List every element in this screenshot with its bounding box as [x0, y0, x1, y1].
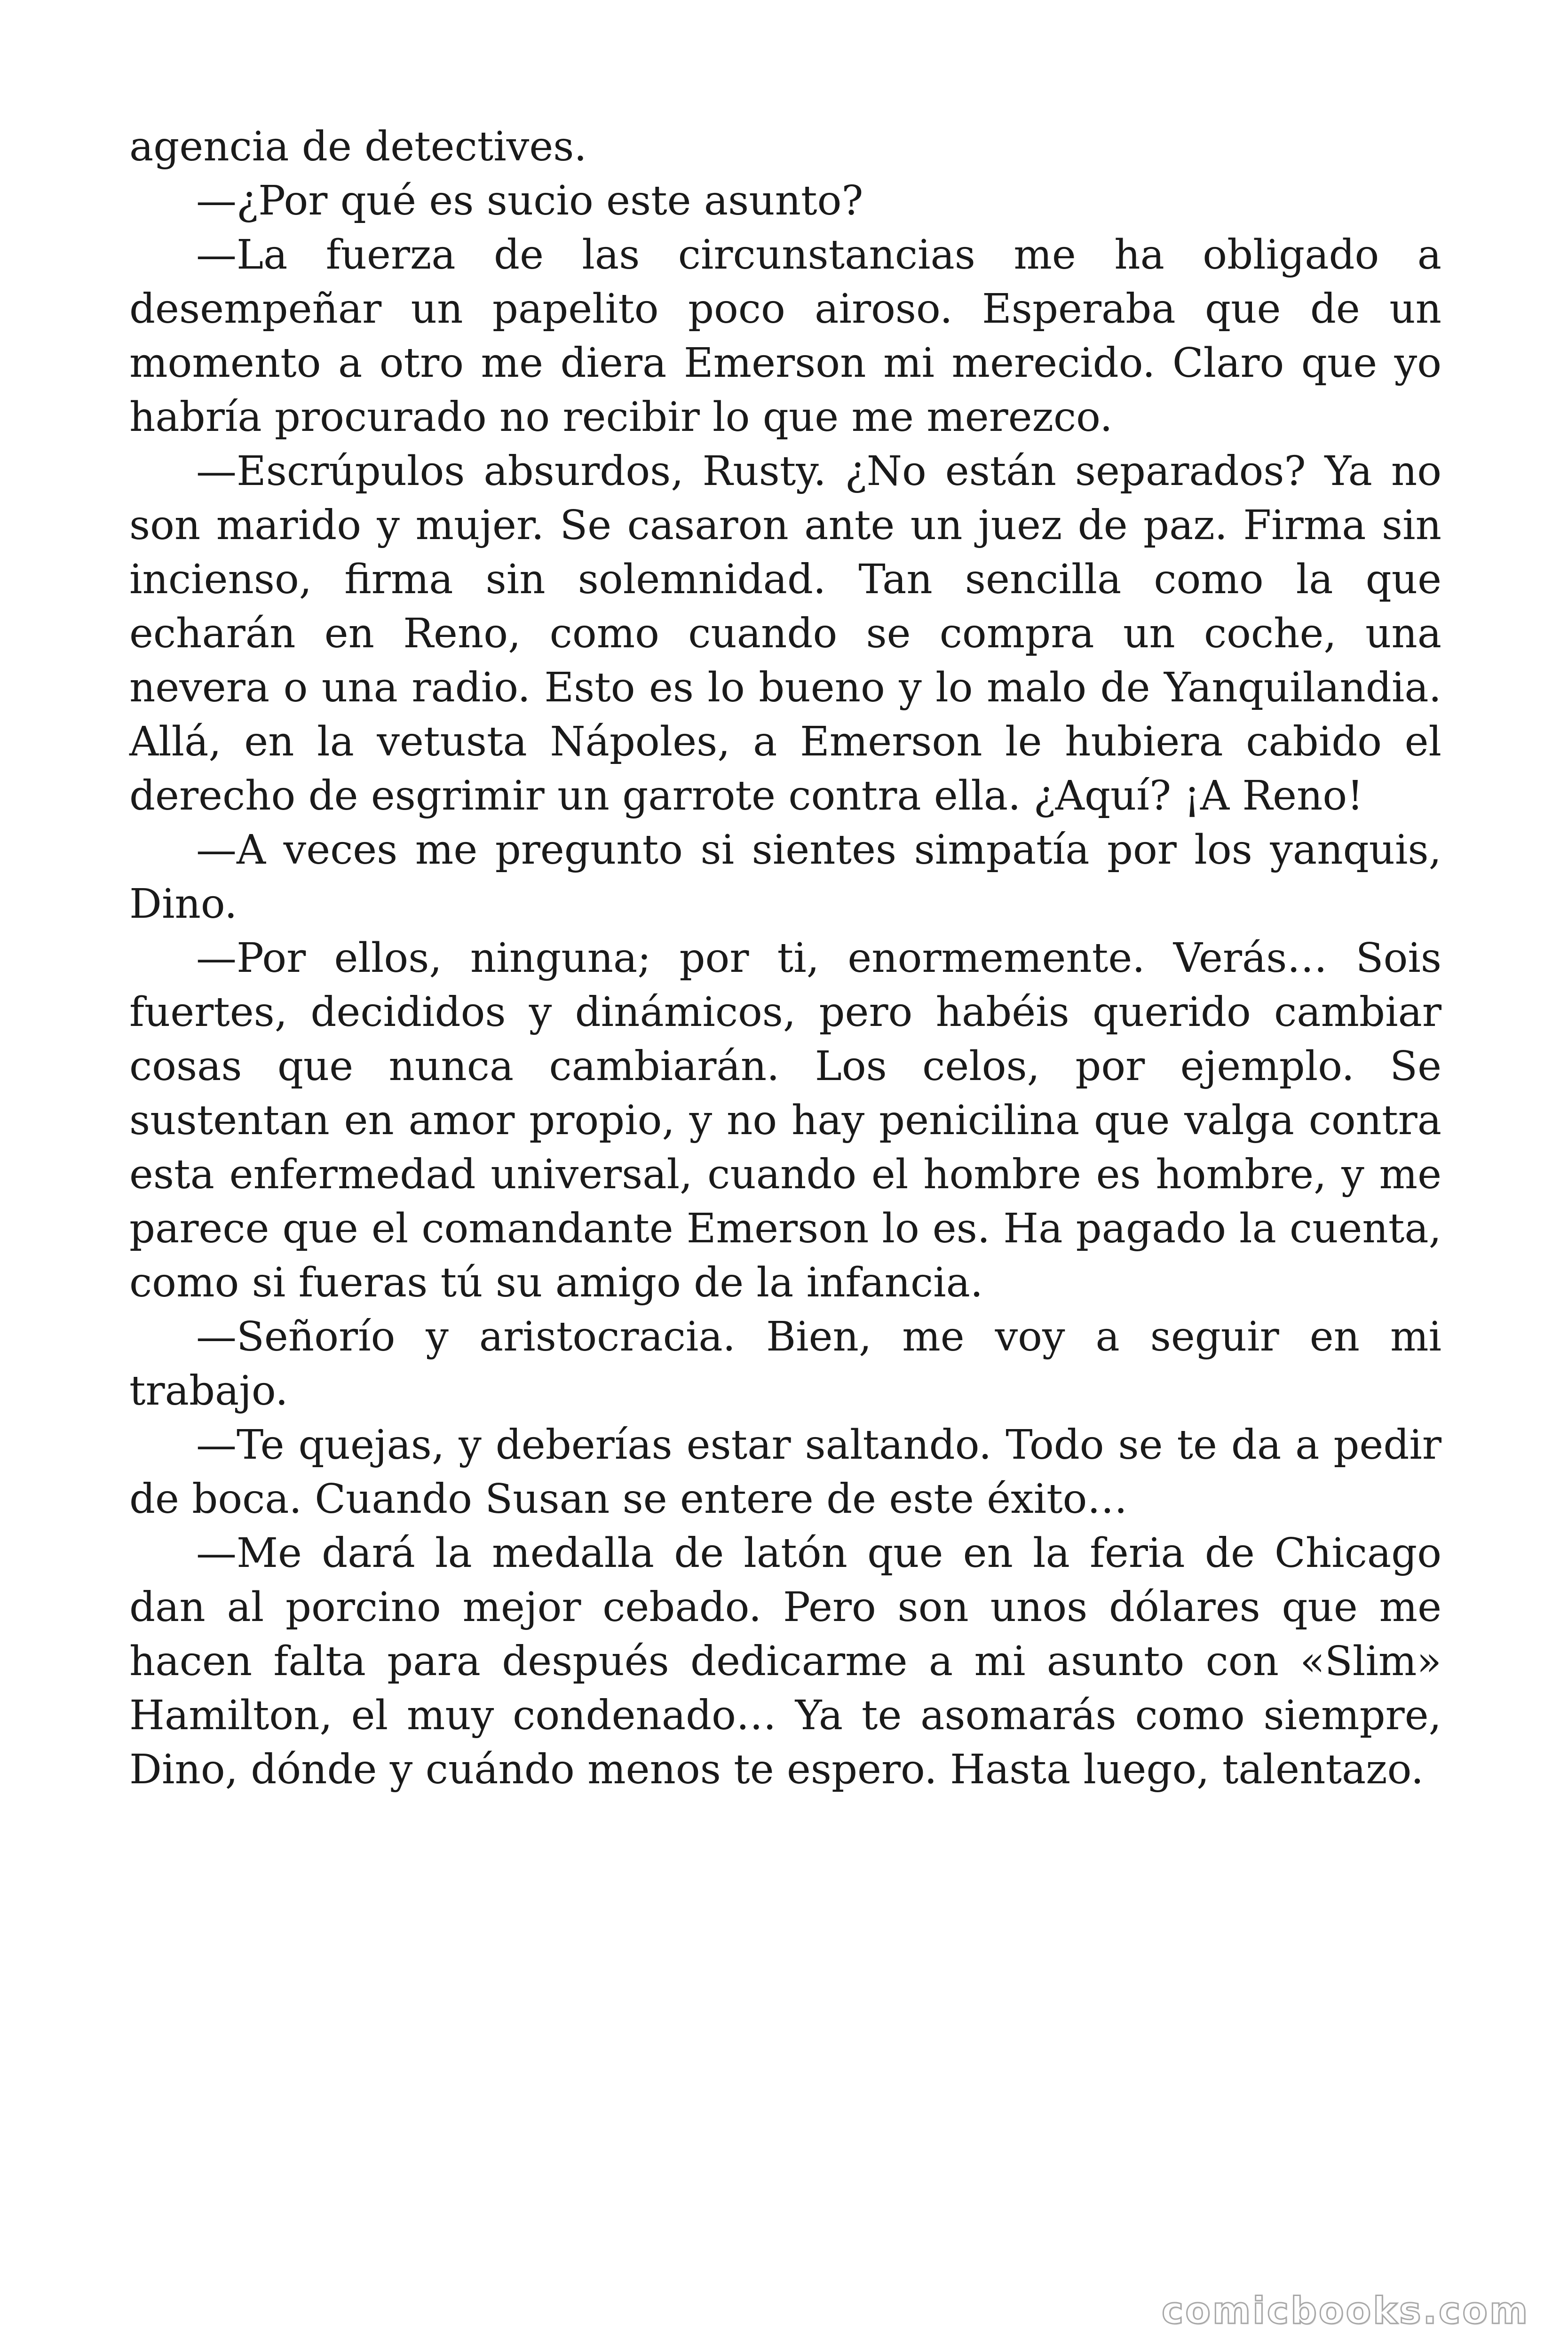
watermark-logo: comicbooks.com	[1162, 2290, 1530, 2332]
paragraph: agencia de detectives.	[129, 123, 587, 170]
paragraph: —A veces me pregunto si sientes simpatía por los yanquis, Dino.	[129, 826, 1441, 928]
paragraph: —Señorío y aristocracia. Bien, me voy a seguir en mi trabajo.	[129, 1313, 1441, 1414]
paragraph: —Te quejas, y deberías estar saltando. Todo se te da a pedir de boca. Cuando Susan se entere de este éxito…	[129, 1422, 1441, 1523]
paragraph: —¿Por qué es sucio este asunto?	[196, 177, 863, 224]
paragraph: —Escrúpulos absurdos, Rusty. ¿No están separados? Ya no son marido y mujer. Se casaron ante un juez de paz. Firma sin incienso, firma sin solemnidad. Tan sencilla como la que echarán en Reno, como cuando se compra un coche, una nevera o una radio. Esto es lo bueno y lo malo de Yanquilandia. Allá, en la vetusta Nápoles, a Emerson le hubiera cabido el derecho de esgrimir un garrote contra ella. ¿Aquí? ¡A Reno!	[129, 448, 1441, 819]
paragraph: —Por ellos, ninguna; por ti, enormemente. Verás… Sois fuertes, decididos y dinámicos, pero habéis querido cambiar cosas que nunca cambiarán. Los celos, por ejemplo. Se sustentan en amor propio, y no hay penicilina que valga contra esta enfermedad universal, cuando el hombre es hombre, y me parece que el comandante Emerson lo es. Ha pagado la cuenta, como si fueras tú su amigo de la infancia.	[129, 935, 1441, 1306]
page-body	[129, 120, 1441, 1797]
paragraph: —Me dará la medalla de latón que en la feria de Chicago dan al porcino mejor cebado. Pero son unos dólares que me hacen falta para después dedicarme a mi asunto con «Slim» Hamilton, el muy condenado… Ya te asomarás como siempre, Dino, dónde y cuándo menos te espero. Hasta luego, talentazo.	[129, 1530, 1441, 1793]
paragraph: —La fuerza de las circunstancias me ha obligado a desempeñar un papelito poco airoso. Esperaba que de un momento a otro me diera Emerson mi merecido. Claro que yo habría procurado no recibir lo que me merezco.	[129, 231, 1441, 441]
